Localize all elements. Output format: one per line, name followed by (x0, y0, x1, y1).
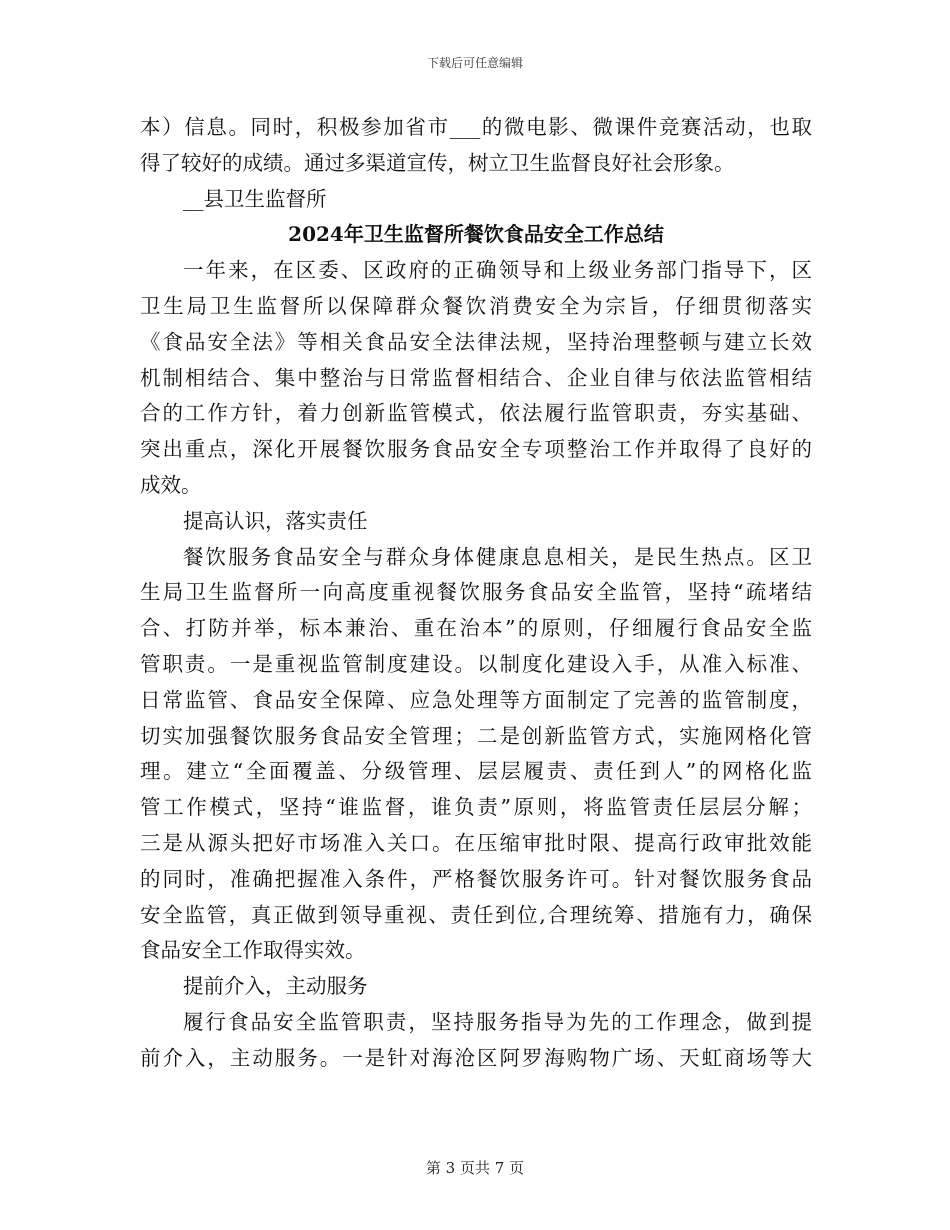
text-line: 安全监管，真正做到领导重视、责任到位,合理统筹、措施有力，确保 (140, 902, 812, 927)
page-header: 下载后可任意编辑 (426, 56, 523, 70)
text-line: 前介入，主动服务。一是针对海沧区阿罗海购物广场、天虹商场等大 (140, 1045, 812, 1070)
text-line: 管工作模式，坚持“谁监督，谁负责”原则，将监管责任层层分解； (140, 795, 812, 820)
text-line: __县卫生监督所 (183, 186, 327, 211)
text-line: 合的工作方针，着力创新监管模式，依法履行监管职责，夯实基础、 (140, 401, 812, 426)
text-line: 得了较好的成绩。通过多渠道宣传，树立卫生监督良好社会形象。 (140, 150, 735, 175)
text-line: 三是从源头把好市场准入关口。在压缩审批时限、提高行政审批效能 (140, 830, 812, 855)
text-line: 日常监管、食品安全保障、应急处理等方面制定了完善的监管制度， (140, 687, 812, 712)
text-line: 管职责。一是重视监管制度建设。以制度化建设入手，从准入标准、 (140, 651, 812, 676)
text-line: 生局卫生监督所一向高度重视餐饮服务食品安全监管，坚持“疏堵结 (140, 580, 812, 605)
text-line: 食品安全工作取得实效。 (140, 938, 366, 963)
text-line: 卫生局卫生监督所以保障群众餐饮消费安全为宗旨，仔细贯彻落实 (140, 293, 812, 318)
text-line: 切实加强餐饮服务食品安全管理；二是创新监管方式，实施网格化管 (140, 723, 812, 748)
document-body (140, 110, 812, 1077)
text-line: 餐饮服务食品安全与群众身体健康息息相关，是民生热点。区卫 (183, 544, 812, 569)
text-line: 提前介入，主动服务 (183, 974, 368, 999)
text-line: 本）信息。同时，积极参加省市___的微电影、微课件竞赛活动，也取 (140, 115, 812, 139)
text-line: 提高认识，落实责任 (183, 508, 368, 533)
text-line: 突出重点，深化开展餐饮服务食品安全专项整治工作并取得了良好的 (140, 437, 812, 462)
text-line: 机制相结合、集中整治与日常监督相结合、企业自律与依法监管相结 (140, 365, 812, 390)
text-line: 成效。 (140, 472, 202, 497)
text-line: 理。建立“全面覆盖、分级管理、层层履责、责任到人”的网格化监 (140, 759, 812, 784)
text-line: 《食品安全法》等相关食品安全法律法规，坚持治理整顿与建立长效 (140, 329, 812, 354)
text-line: 履行食品安全监管职责，坚持服务指导为先的工作理念，做到提 (183, 1009, 812, 1034)
section-title: 2024年卫生监督所餐饮食品安全工作总结 (288, 222, 664, 247)
text-line: 一年来，在区委、区政府的正确领导和上级业务部门指导下，区 (183, 258, 812, 283)
page-footer: 第 3 页共 7 页 (425, 1159, 525, 1177)
text-line: 的同时，准确把握准入条件，严格餐饮服务许可。针对餐饮服务食品 (140, 866, 812, 891)
text-line: 合、打防并举，标本兼治、重在治本”的原则，仔细履行食品安全监 (140, 616, 812, 641)
